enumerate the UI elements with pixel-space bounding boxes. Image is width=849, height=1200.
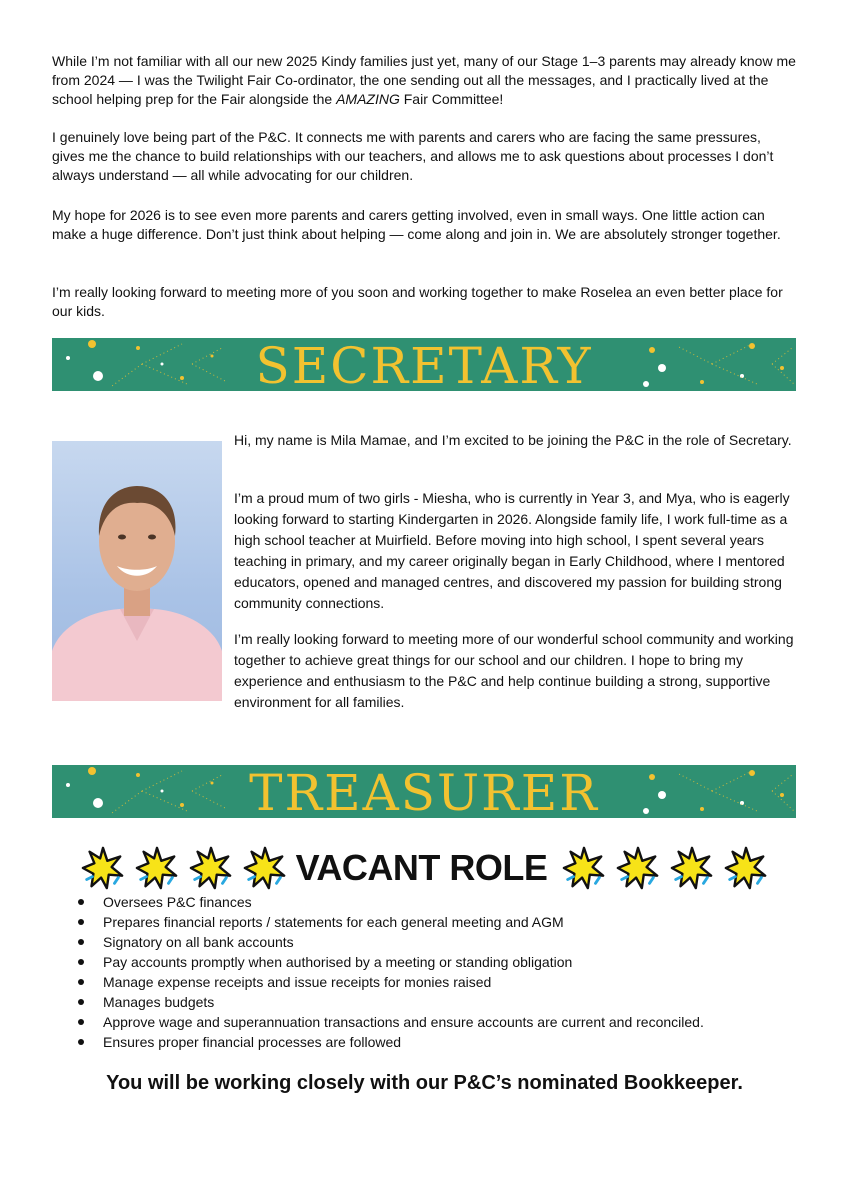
list-item: Manage expense receipts and issue receipts for monies raised bbox=[78, 972, 704, 992]
sparkle-star-icon bbox=[561, 845, 607, 891]
secretary-paragraph-1: Hi, my name is Mila Mamae, and I’m excited to be joining the P&C in the role of Secretary. bbox=[234, 432, 792, 448]
sparkle-star-icon bbox=[615, 845, 661, 891]
secretary-paragraph-2: I’m a proud mum of two girls - Miesha, who is currently in Year 3, and Mya, who is eagerly looking forward to starting Kindergarten in 2026. Alongside family life, I work full-time as a high school teacher at Muirfield. Before moving into high school, I spent several years teaching in primary, and my career originally began in Early Childhood, where I mentored educators, opened and managed centres, and discovered my passion for building strong community connections. bbox=[234, 490, 790, 611]
list-item: Manages budgets bbox=[78, 992, 704, 1012]
sparkle-star-icon bbox=[134, 845, 180, 891]
sparkle-star-icon bbox=[723, 845, 769, 891]
portrait-photo bbox=[52, 441, 222, 701]
vacant-role-text: VACANT ROLE bbox=[295, 847, 548, 888]
secretary-banner-title: SECRETARY bbox=[255, 338, 593, 391]
bookkeeper-note: You will be working closely with our P&C’s nominated Bookkeeper. bbox=[106, 1072, 743, 1094]
list-item: Signatory on all bank accounts bbox=[78, 932, 704, 952]
sparkle-star-icon bbox=[80, 845, 126, 891]
intro-paragraph-2: I genuinely love being part of the P&C. It connects me with parents and carers who are facing the same pressures, gives me the chance to build relationships with our teachers, and allows me to ask questions about processes I don’t always understand — all while advocating for our children. bbox=[52, 129, 774, 183]
intro-paragraph-1: While I’m not familiar with all our new 2025 Kindy families just yet, many of our Stage 1–3 parents may already know me from 2024 — I was the Twilight Fair Co-ordinator, the one sending out all the messages, and I practically lived at the school helping prep for the Fair alongside the AMAZING Fair Committee! bbox=[52, 53, 796, 107]
list-item: Ensures proper financial processes are followed bbox=[78, 1032, 704, 1052]
treasurer-banner bbox=[52, 765, 796, 818]
treasurer-banner-title: TREASURER bbox=[249, 765, 599, 818]
treasurer-duties-list bbox=[78, 892, 704, 1052]
vacant-role-heading bbox=[0, 843, 849, 893]
list-item: Prepares financial reports / statements for each general meeting and AGM bbox=[78, 912, 704, 932]
list-item: Pay accounts promptly when authorised by a meeting or standing obligation bbox=[78, 952, 704, 972]
secretary-banner bbox=[52, 338, 796, 391]
sparkle-star-icon bbox=[242, 845, 288, 891]
intro-paragraph-4: I’m really looking forward to meeting more of you soon and working together to make Roselea an even better place for our kids. bbox=[52, 284, 783, 319]
list-item: Approve wage and superannuation transactions and ensure accounts are current and reconciled. bbox=[78, 1012, 704, 1032]
sparkle-star-icon bbox=[188, 845, 234, 891]
intro-paragraph-3: My hope for 2026 is to see even more parents and carers getting involved, even in small ways. One little action can make a huge difference. Don’t just think about helping — come along and join in. We are absolutely stronger together. bbox=[52, 207, 781, 242]
sparkle-star-icon bbox=[669, 845, 715, 891]
secretary-paragraph-3: I’m really looking forward to meeting more of our wonderful school community and working together to achieve great things for our school and our children. I hope to bring my experience and enthusiasm to the P&C and help continue building a strong, supportive environment for all families. bbox=[234, 631, 794, 710]
list-item: Oversees P&C finances bbox=[78, 892, 704, 912]
